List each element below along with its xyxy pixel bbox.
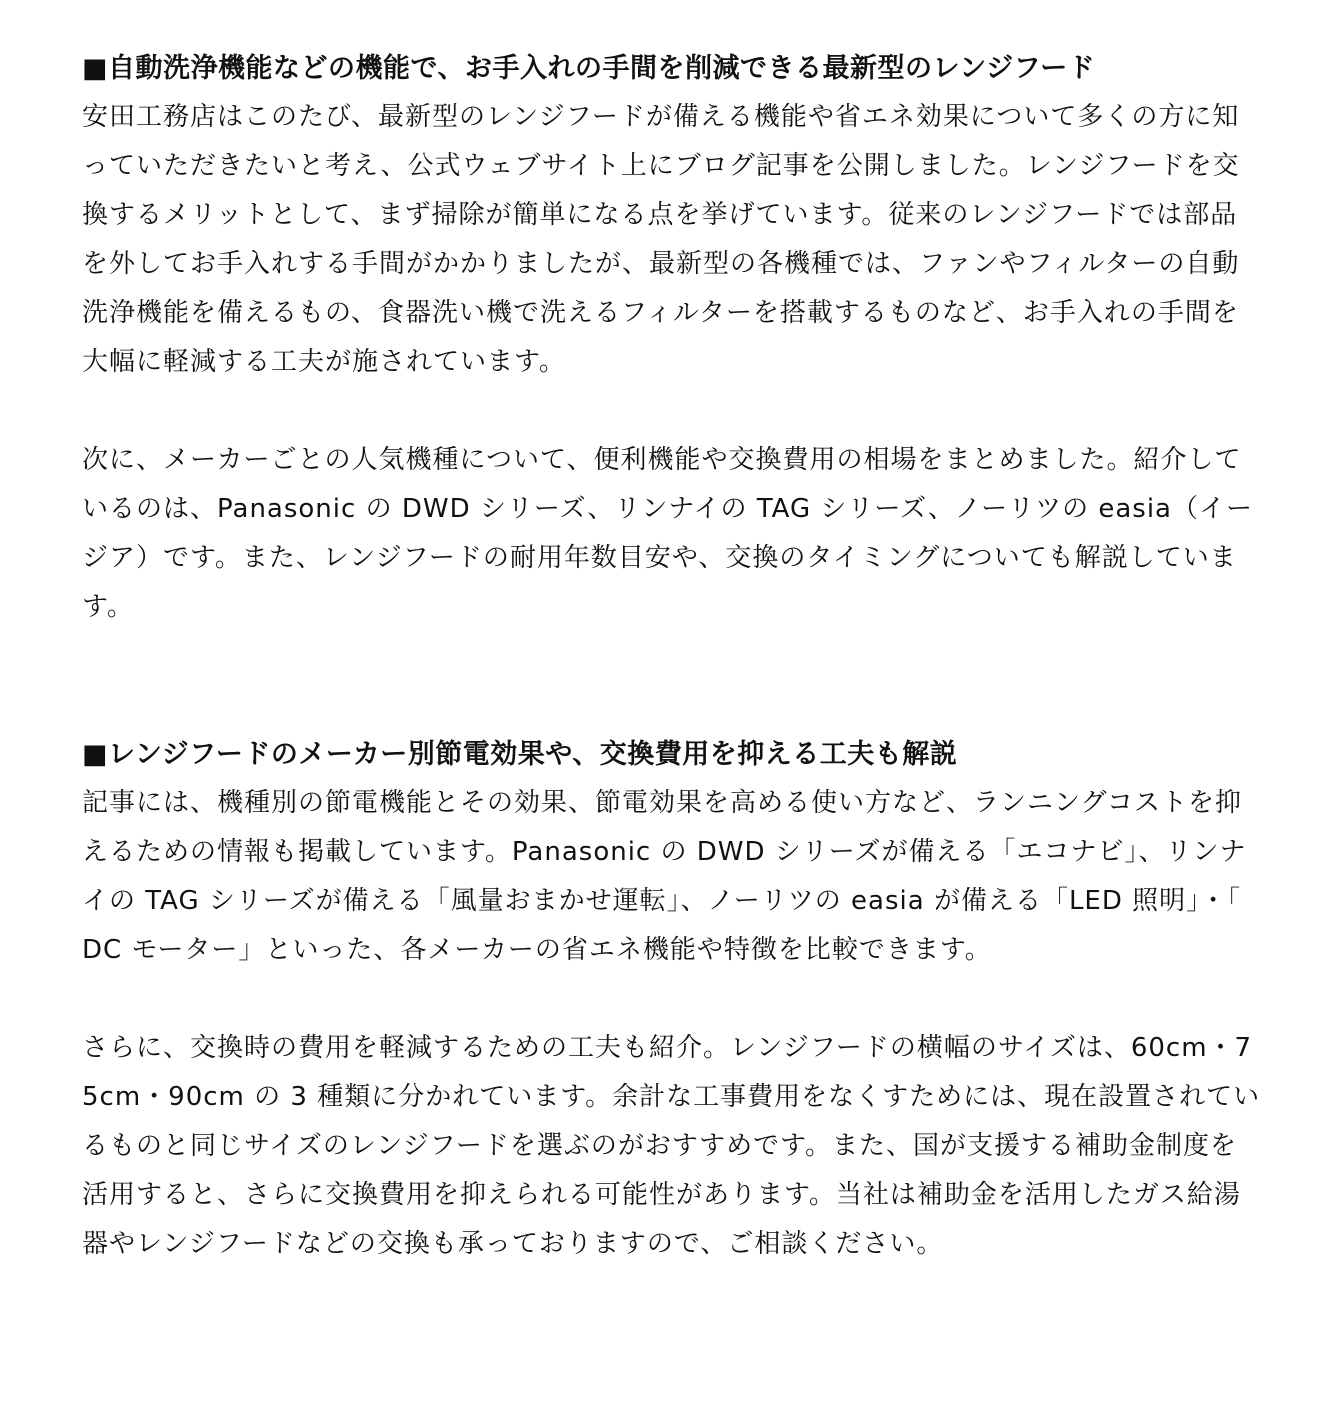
section-heading: ■自動洗浄機能などの機能で、お手入れの手間を削減できる最新型のレンジフード — [82, 53, 1096, 84]
body-paragraph: 記事には、機種別の節電機能とその効果、節電効果を高める使い方など、ランニングコストを抑えるための情報も掲載しています。Panasonic の DWD シリーズが備える「エコナビ」、リンナイの TAG シリーズが備える「風量おまかせ運転」、ノーリツの easia が備える「LED 照明」・「DC モーター」といった、各メーカーの省エネ機能や特徴を比較できます。 — [82, 788, 1247, 965]
paragraph-spacer — [82, 975, 1262, 1024]
section-spacer — [82, 632, 1262, 730]
body-paragraph: 次に、メーカーごとの人気機種について、便利機能や交換費用の相場をまとめました。紹介しているのは、Panasonic の DWD シリーズ、リンナイの TAG シリーズ、ノーリツの easia（イージア）です。また、レンジフードの耐用年数目安や、交換のタイミングについても解説しています。 — [82, 445, 1253, 622]
document-body — [82, 44, 1262, 1269]
body-paragraph: さらに、交換時の費用を軽減するための工夫も紹介。レンジフードの横幅のサイズは、60cm・75cm・90cm の 3 種類に分かれています。余計な工事費用をなくすためには、現在設置されているものと同じサイズのレンジフードを選ぶのがおすすめです。また、国が支援する補助金制度を活用すると、さらに交換費用を抑えられる可能性があります。当社は補助金を活用したガス給湯器やレンジフードなどの交換も承っておりますので、ご相談ください。 — [82, 1033, 1261, 1259]
section-auto-cleaning — [82, 44, 1262, 632]
paragraph-spacer — [82, 387, 1262, 436]
section-power-saving — [82, 730, 1262, 1269]
body-paragraph: 安田工務店はこのたび、最新型のレンジフードが備える機能や省エネ効果について多くの方に知っていただきたいと考え、公式ウェブサイト上にブログ記事を公開しました。レンジフードを交換するメリットとして、まず掃除が簡単になる点を挙げています。従来のレンジフードでは部品を外してお手入れする手間がかかりましたが、最新型の各機種では、ファンやフィルターの自動洗浄機能を備えるもの、食器洗い機で洗えるフィルターを搭載するものなど、お手入れの手間を大幅に軽減する工夫が施されています。 — [82, 102, 1240, 377]
section-heading: ■レンジフードのメーカー別節電効果や、交換費用を抑える工夫も解説 — [82, 739, 958, 770]
